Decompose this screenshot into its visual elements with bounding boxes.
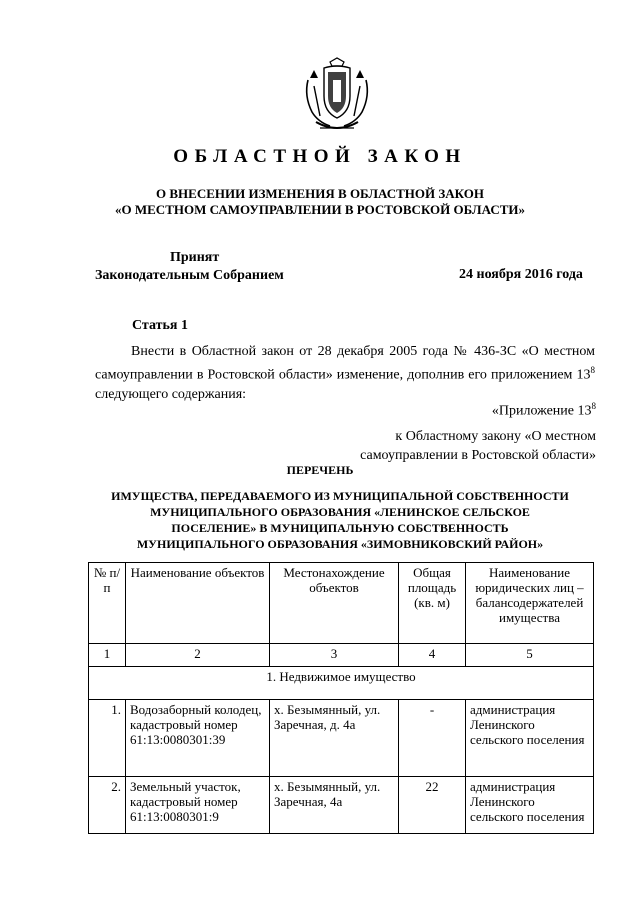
row-location: х. Безымянный, ул. Заречная, 4а [270,777,399,834]
list-subtitle-line: ИМУЩЕСТВА, ПЕРЕДАВАЕМОГО ИЗ МУНИЦИПАЛЬНОЙ СОБСТВЕННОСТИ [111,489,569,503]
row-name: Земельный участок, кадастровый номер 61:13:0080301:9 [126,777,270,834]
column-number: 5 [466,644,594,667]
row-holder: администрация Ленинского сельского поселения [466,777,594,834]
header-location: Местонахождение объектов [270,563,399,644]
subtitle-line: «О МЕСТНОМ САМОУПРАВЛЕНИИ В РОСТОВСКОЙ ОБЛАСТИ» [115,202,525,217]
appendix-line [320,397,596,421]
appendix-label: «Приложение 13 [491,403,592,419]
appendix-reference [320,397,596,465]
subtitle-line: О ВНЕСЕНИИ ИЗМЕНЕНИЯ В ОБЛАСТНОЙ ЗАКОН [156,186,484,201]
list-subtitle-line: МУНИЦИПАЛЬНОГО ОБРАЗОВАНИЯ «ЛЕНИНСКОЕ СЕЛЬСКОЕ [150,505,530,519]
law-subtitle [0,186,640,218]
appendix-line: самоуправлении в Ростовской области» [360,447,596,463]
column-number: 3 [270,644,399,667]
header-area: Общая площадь (кв. м) [399,563,466,644]
table-section-row [89,667,594,700]
column-number: 1 [89,644,126,667]
appendix-line: к Областному закону «О местном [395,428,596,444]
adoption-date: 24 ноября 2016 года [459,267,583,282]
row-location: х. Безымянный, ул. Заречная, д. 4а [270,700,399,777]
header-name: Наименование объектов [126,563,270,644]
row-number: 2. [89,777,126,834]
adoption-block [95,249,284,285]
list-subtitle [80,488,600,552]
row-holder: администрация Ленинского сельского поселения [466,700,594,777]
section-title: 1. Недвижимое имущество [89,667,594,700]
row-number: 1. [89,700,126,777]
article-superscript: 8 [590,365,595,375]
column-number: 2 [126,644,270,667]
table-row [89,700,594,777]
article-text: Внести в Областной закон от 28 декабря 2005 года № 436-ЗС «О местном самоуправлении в Ростовской области» изменение, дополнив его приложением 13 [95,344,595,383]
table-row [89,777,594,834]
adopted-by: Законодательным Собранием [95,268,284,283]
list-subtitle-line: МУНИЦИПАЛЬНОГО ОБРАЗОВАНИЯ «ЗИМОВНИКОВСКИЙ РАЙОН» [136,537,544,551]
header-holder: Наименование юридических лиц – балансодержателей имущества [466,563,594,644]
row-area: - [399,700,466,777]
article-paragraph [95,342,595,404]
property-table [88,562,594,834]
article-heading: Статья 1 [132,318,188,333]
adopted-label: Принят [170,250,220,265]
table-header-row [89,563,594,644]
table-column-numbers [89,644,594,667]
appendix-superscript: 8 [591,401,596,411]
law-title: ОБЛАСТНОЙ ЗАКОН [173,146,467,167]
list-title: ПЕРЕЧЕНЬ [286,463,354,477]
row-area: 22 [399,777,466,834]
list-subtitle-line: ПОСЕЛЕНИЕ» В МУНИЦИПАЛЬНУЮ СОБСТВЕННОСТЬ [171,521,509,535]
header-number: № п/п [89,563,126,644]
coat-of-arms-emblem [300,56,374,136]
article-text-end: следующего содержания: [95,386,247,402]
row-name: Водозаборный колодец, кадастровый номер 61:13:0080301:39 [126,700,270,777]
column-number: 4 [399,644,466,667]
